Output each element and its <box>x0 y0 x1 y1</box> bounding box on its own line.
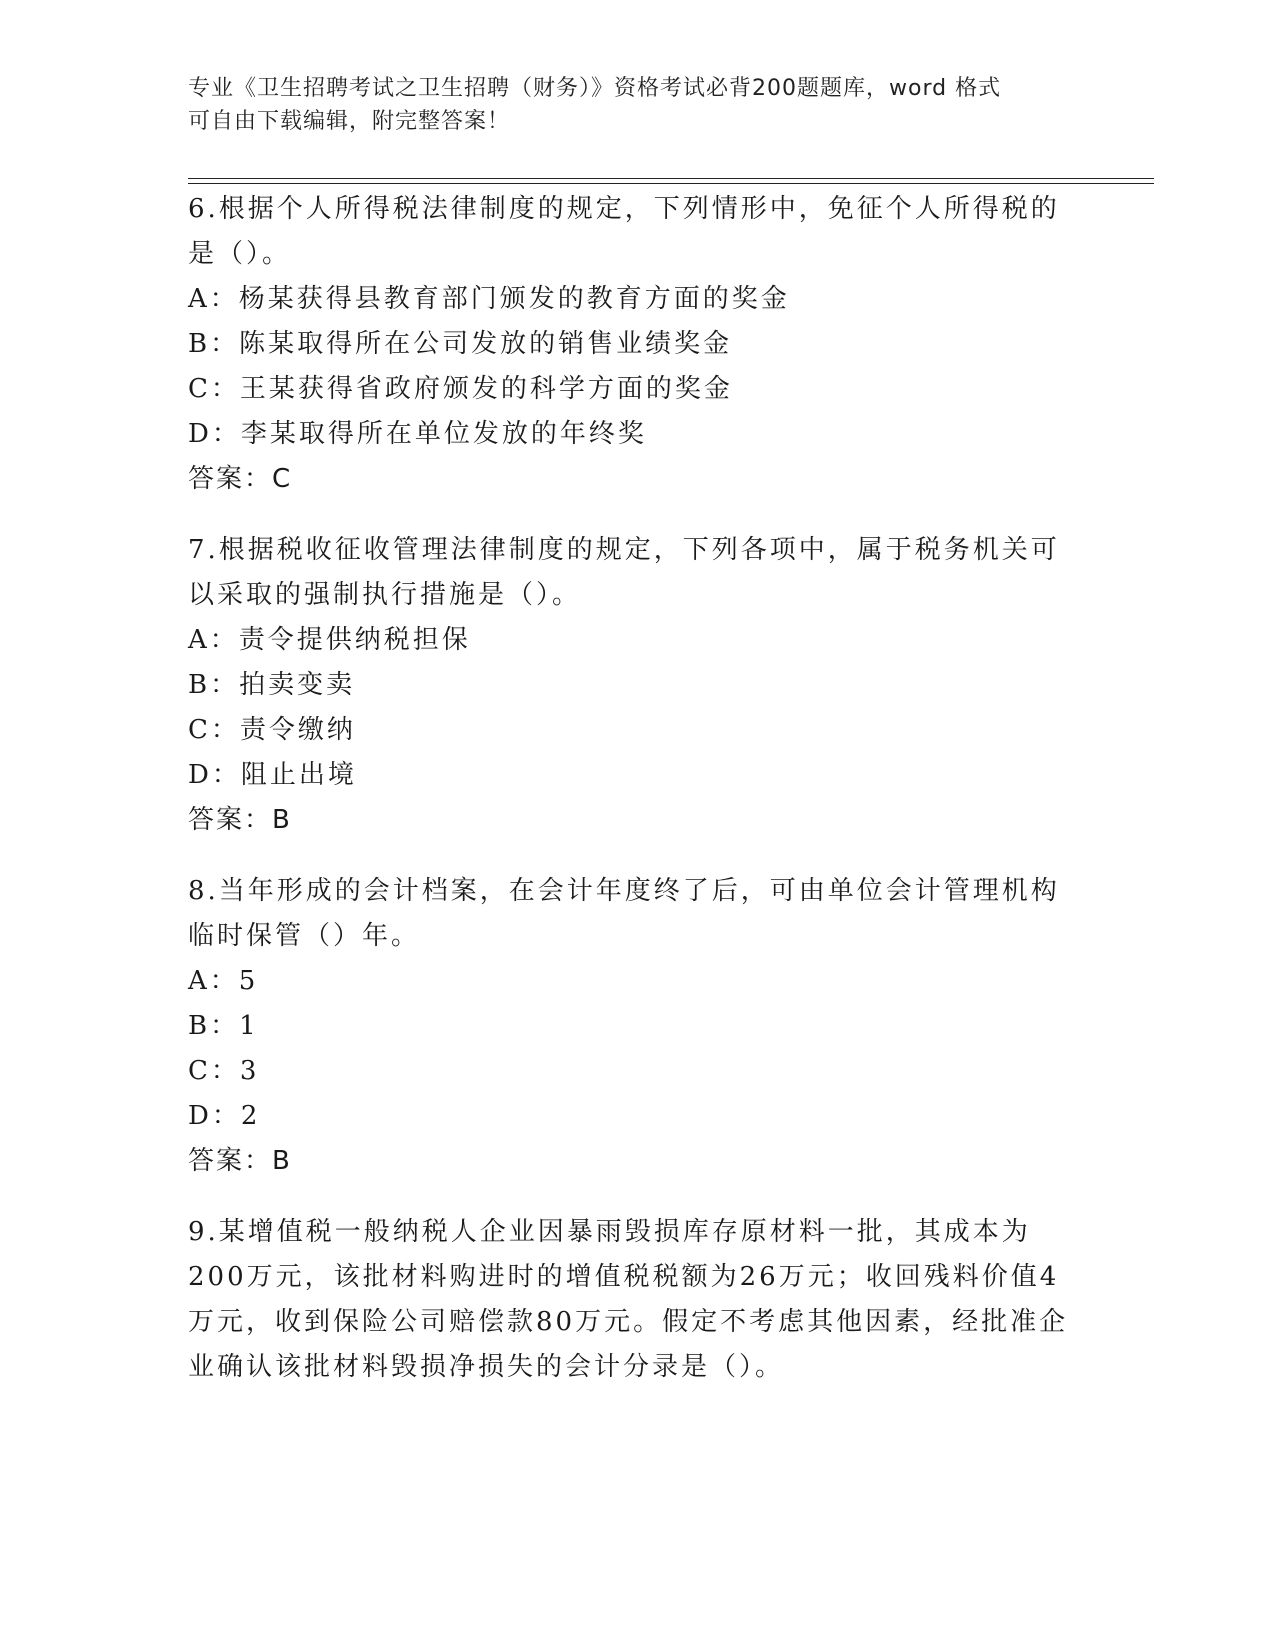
option-text: 杨某获得县教育部门颁发的教育方面的奖金 <box>238 284 790 314</box>
document-header <box>188 72 1068 138</box>
question-9 <box>188 1210 1088 1390</box>
option-a <box>188 277 1088 322</box>
option-text: 责令缴纳 <box>239 715 356 745</box>
option-letter: B： <box>188 329 240 359</box>
header-divider-bottom <box>188 183 1154 184</box>
question-stem: 6.根据个人所得税法律制度的规定，下列情形中，免征个人所得税的是（）。 <box>188 194 1060 269</box>
option-c <box>188 367 1088 412</box>
option-letter: B： <box>188 670 240 700</box>
question-8 <box>188 869 1088 1184</box>
option-b <box>188 1004 1088 1049</box>
option-letter: C： <box>188 715 240 745</box>
option-b <box>188 663 1088 708</box>
answer-line: 答案：B <box>188 805 292 835</box>
option-d <box>188 1094 1088 1139</box>
option-text: 阻止出境 <box>240 760 357 790</box>
option-letter: D： <box>188 1101 241 1131</box>
option-text: 王某获得省政府颁发的科学方面的奖金 <box>239 374 733 404</box>
question-stem: 7.根据税收征收管理法律制度的规定，下列各项中，属于税务机关可以采取的强制执行措施是（）。 <box>188 535 1060 610</box>
option-text: 陈某取得所在公司发放的销售业绩奖金 <box>239 329 733 359</box>
option-text: 拍卖变卖 <box>239 670 356 700</box>
option-text: 2 <box>240 1101 261 1131</box>
question-stem: 8.当年形成的会计档案，在会计年度终了后，可由单位会计管理机构临时保管（）年。 <box>188 876 1060 951</box>
option-text: 3 <box>239 1056 260 1086</box>
option-text: 责令提供纳税担保 <box>238 625 471 655</box>
question-6 <box>188 187 1088 502</box>
option-letter: D： <box>188 760 241 790</box>
header-line-2: 可自由下载编辑，附完整答案！ <box>188 109 511 134</box>
header-line-1: 专业《卫生招聘考试之卫生招聘（财务）》资格考试必背200题题库，word 格式 <box>188 76 1002 101</box>
answer-line: 答案：B <box>188 1146 292 1176</box>
option-letter: D： <box>188 419 241 449</box>
option-c <box>188 708 1088 753</box>
option-d <box>188 412 1088 457</box>
option-a <box>188 618 1088 663</box>
question-stem: 9.某增值税一般纳税人企业因暴雨毁损库存原材料一批，其成本为200万元，该批材料购进时的增值税税额为26万元；收回残料价值4万元，收到保险公司赔偿款80万元。假定不考虑其他因素，经批准企业确认该批材料毁损净损失的会计分录是（）。 <box>188 1217 1069 1382</box>
option-a <box>188 959 1088 1004</box>
option-letter: A： <box>188 284 239 314</box>
answer-line: 答案：C <box>188 464 293 494</box>
option-letter: B： <box>188 1011 240 1041</box>
option-b <box>188 322 1088 367</box>
option-d <box>188 753 1088 798</box>
question-7 <box>188 528 1088 843</box>
option-letter: A： <box>188 625 239 655</box>
option-text: 1 <box>239 1011 259 1041</box>
option-text: 李某取得所在单位发放的年终奖 <box>240 419 647 449</box>
option-letter: C： <box>188 374 240 404</box>
question-list <box>188 187 1088 1416</box>
option-c <box>188 1049 1088 1094</box>
option-letter: A： <box>188 966 239 996</box>
header-divider-top <box>188 178 1154 179</box>
option-text: 5 <box>238 966 259 996</box>
option-letter: C： <box>188 1056 240 1086</box>
